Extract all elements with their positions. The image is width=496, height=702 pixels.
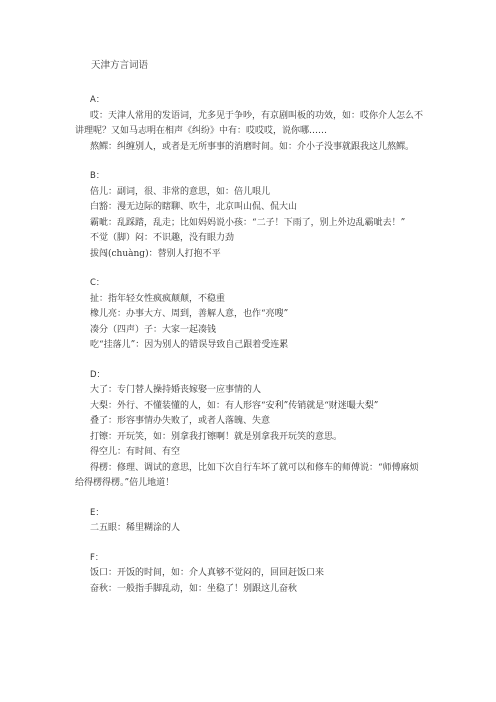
section-2 <box>75 169 427 262</box>
document-title: 天津方言词语 <box>91 60 149 71</box>
entry: 大了：专门替人操持婚丧嫁娶一应事情的人 <box>90 385 262 395</box>
section-letter: D： <box>90 369 106 380</box>
entry: 得楞：修理、调试的意思，比如下次自行车坏了就可以和修车的师傅说：“师傅麻烦给得楞得楞。”倍儿地道！ <box>75 462 419 488</box>
entry: 大梨：外行、不懂装懂的人，如：有人形容“安利”传销就是“财迷嘬大梨” <box>90 400 379 411</box>
entry: 凑分（四声）子：大家一起凑钱 <box>90 324 217 335</box>
entry: 倍儿：副词，很、非常的意思，如：倍儿哏儿 <box>90 186 271 197</box>
entry: 二五眼：稀里糊涂的人 <box>90 523 181 533</box>
section-3 <box>75 276 427 354</box>
entry: 扯：指年轻女性疯疯颠颠，不稳重 <box>90 293 226 304</box>
section-1 <box>75 93 427 155</box>
entry: 橡儿亮：办事大方、周到，善解人意，也作“亮嗖” <box>90 309 289 319</box>
section-letter: A： <box>90 95 105 105</box>
section-letter: F： <box>90 552 104 563</box>
entry: 霸呲：乱踩踏，乱走；比如妈妈说小孩：“二子！下雨了，别上外边乱霸呲去！” <box>90 217 406 228</box>
entry: 哎：天津人常用的发语词，尤多见于争吵，有京剧叫板的功效，如：哎你介人怎么不讲理呢？又如马志明在相声《纠纷》中有：哎哎哎，说你哪…… <box>75 110 424 136</box>
entry: 白豁：漫无边际的瞎聊、吹牛，北京叫山侃、侃大山 <box>90 202 298 212</box>
entry: 不觉（脚）闷：不识趣，没有眼力劲 <box>90 233 235 243</box>
section-5 <box>75 506 427 537</box>
document-body <box>75 93 427 597</box>
entry: 饭口：开饭的时间，如：介人真够不觉闷的，回回赶饭口来 <box>90 568 325 578</box>
section-4 <box>75 368 427 492</box>
entry: 奋秋：一般指手脚乱动，如：坐稳了！别跟这儿奋秋 <box>90 583 298 594</box>
section-6 <box>75 551 427 598</box>
entry: 得空儿：有时间、有空 <box>90 447 181 457</box>
entry: 熬鳏：纠缠别人，或者是无所事事的消磨时间。如：介小子没事就跟我这儿熬鳏。 <box>90 141 415 152</box>
section-letter: B： <box>90 171 105 181</box>
section-letter: C： <box>90 278 105 288</box>
entry: 叠了：形容事情办失败了，或者人落魄、失意 <box>90 416 271 426</box>
entry: 打镲：开玩笑，如：别拿我打镲啊！就是别拿我开玩笑的意思。 <box>90 431 343 442</box>
entry: 拔闯(chuàng)：替别人打抱不平 <box>90 248 221 259</box>
entry: 吃“挂落儿”：因为别人的错误导致自己跟着受连累 <box>90 340 289 350</box>
section-letter: E： <box>90 507 104 518</box>
